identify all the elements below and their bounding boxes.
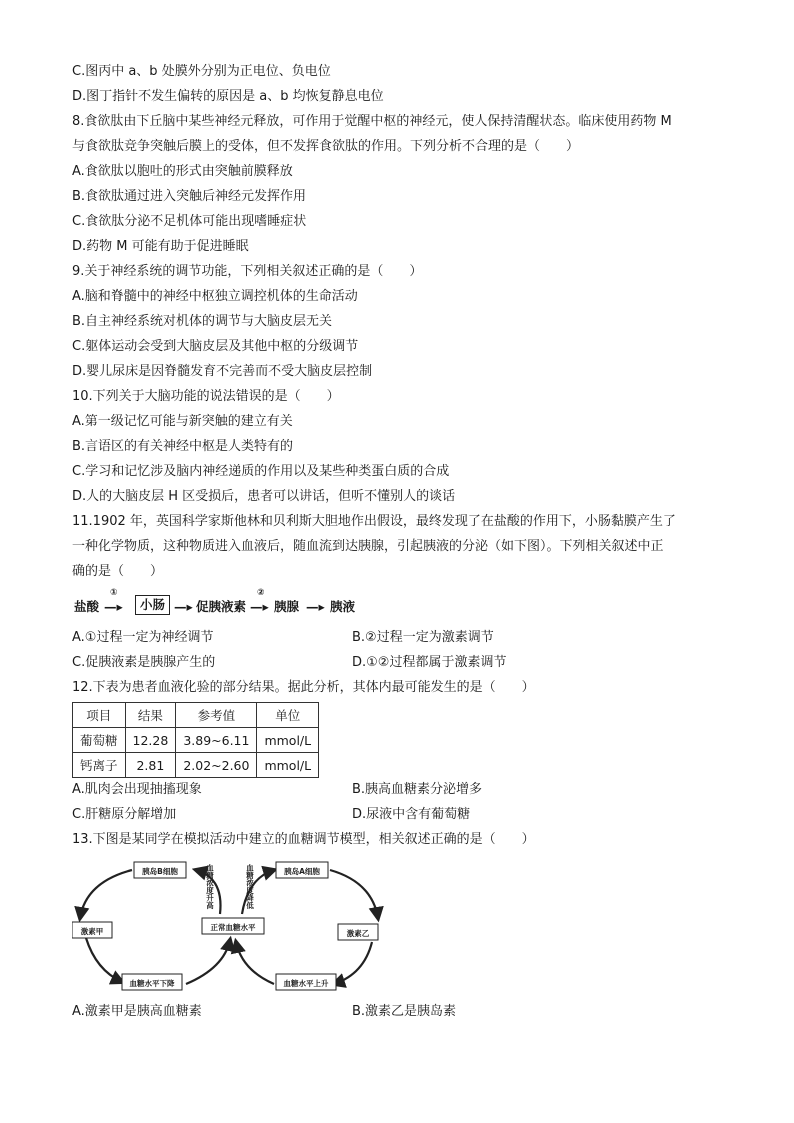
q8-stem-line-2: 与食欲肽竞争突触后膜上的受体，但不发挥食欲肽的作用。下列分析不合理的是（ ） — [72, 139, 580, 154]
glucose-high-label: 血糖浓度升高 — [205, 864, 215, 909]
table-cell: 2.02~2.60 — [176, 753, 257, 778]
flow-acid: 盐酸 — [74, 599, 100, 614]
q10-option-c[interactable]: C.学习和记忆涉及脑内神经递质的作用以及某些种类蛋白质的合成 — [72, 464, 450, 479]
q10-option-a[interactable]: A.第一级记忆可能与新突触的建立有关 — [72, 414, 293, 429]
table-cell: mmol/L — [257, 728, 319, 753]
glucose-regulation-diagram — [72, 856, 392, 998]
hormone-a-label: 激素甲 — [80, 927, 104, 936]
arrow-increase-to-normal — [236, 942, 274, 984]
q12-option-d[interactable]: D.尿液中含有葡萄糖 — [352, 807, 471, 822]
q10-option-d[interactable]: D.人的大脑皮层 H 区受损后，患者可以讲话，但听不懂别人的谈话 — [72, 489, 456, 504]
arrow-decrease-to-normal — [186, 940, 230, 984]
flow-pancreas: 胰腺 — [274, 599, 300, 614]
q8-option-d[interactable]: D.药物 M 可能有助于促进睡眠 — [72, 239, 249, 254]
table-cell: 2.81 — [125, 753, 176, 778]
q11-option-b[interactable]: B.②过程一定为激素调节 — [352, 630, 494, 645]
table-header: 项目 — [73, 703, 126, 728]
table-cell: 钙离子 — [73, 753, 126, 778]
decrease-label: 血糖水平下降 — [129, 979, 175, 988]
alpha-cell-label: 胰岛A细胞 — [284, 867, 320, 876]
table-cell: mmol/L — [257, 753, 319, 778]
flow-arrow-4: —▸ — [306, 599, 325, 614]
flow-intestine-box: 小肠 — [135, 595, 170, 615]
table-header: 结果 — [125, 703, 176, 728]
flow-arrow-2: —▸ — [174, 599, 193, 614]
q11-option-d[interactable]: D.①②过程都属于激素调节 — [352, 655, 507, 670]
q12-option-b[interactable]: B.胰高血糖素分泌增多 — [352, 782, 483, 797]
arrow-hormone-b-to-increase — [334, 942, 372, 984]
q11-stem-line-1: 11.1902 年，英国科学家斯他林和贝利斯大胆地作出假设，最终发现了在盐酸的作用下，小肠黏膜产生了 — [72, 514, 676, 529]
flow-arrow-1: —▸ — [104, 599, 123, 614]
table-header-row — [73, 703, 319, 728]
q7-option-d: D.图丁指针不发生偏转的原因是 a、b 均恢复静息电位 — [72, 89, 384, 104]
flow-secretin: 促胰液素 — [196, 599, 247, 614]
q13-stem: 13.下图是某同学在模拟活动中建立的血糖调节模型，相关叙述正确的是（ ） — [72, 832, 535, 847]
q9-option-d[interactable]: D.婴儿尿床是因脊髓发育不完善而不受大脑皮层控制 — [72, 364, 373, 379]
q12-option-c[interactable]: C.肝糖原分解增加 — [72, 807, 177, 822]
arrow-hormone-a-to-decrease — [86, 938, 122, 982]
q13-option-a[interactable]: A.激素甲是胰高血糖素 — [72, 1004, 202, 1019]
table-header: 参考值 — [176, 703, 257, 728]
q11-stem-line-3: 确的是（ ） — [72, 564, 164, 579]
q12-stem: 12.下表为患者血液化验的部分结果。据此分析，其体内最可能发生的是（ ） — [72, 680, 535, 695]
table-header: 单位 — [257, 703, 319, 728]
arrow-alpha-to-hormone-b — [330, 870, 378, 918]
q8-stem-line-1: 8.食欲肽由下丘脑中某些神经元释放，可作用于觉醒中枢的神经元，使人保持清醒状态。临床使用药物 M — [72, 114, 672, 129]
blood-test-table — [72, 702, 319, 778]
glucose-low-label: 血糖浓度降低 — [245, 864, 255, 909]
q8-option-b[interactable]: B.食欲肽通过进入突触后神经元发挥作用 — [72, 189, 307, 204]
increase-label: 血糖水平上升 — [283, 979, 329, 988]
q10-stem: 10.下列关于大脑功能的说法错误的是（ ） — [72, 389, 340, 404]
beta-cell-label: 胰岛B细胞 — [142, 867, 178, 876]
table-cell: 12.28 — [125, 728, 176, 753]
table-row — [73, 753, 319, 778]
flow-arrow-3: —▸ — [250, 599, 269, 614]
q9-option-c[interactable]: C.躯体运动会受到大脑皮层及其他中枢的分级调节 — [72, 339, 359, 354]
table-cell: 葡萄糖 — [73, 728, 126, 753]
flow-juice: 胰液 — [330, 599, 356, 614]
q8-option-a[interactable]: A.食欲肽以胞吐的形式由突触前膜释放 — [72, 164, 293, 179]
hormone-b-label: 激素乙 — [346, 929, 370, 938]
q8-option-c[interactable]: C.食欲肽分泌不足机体可能出现嗜睡症状 — [72, 214, 307, 229]
flow-step-1: ① — [110, 588, 118, 598]
table-cell: 3.89~6.11 — [176, 728, 257, 753]
flow-step-2: ② — [257, 588, 265, 598]
q11-option-a[interactable]: A.①过程一定为神经调节 — [72, 630, 214, 645]
table-row — [73, 728, 319, 753]
normal-level-label: 正常血糖水平 — [210, 923, 256, 932]
arrow-beta-to-hormone-a — [80, 870, 132, 918]
q13-option-b[interactable]: B.激素乙是胰岛素 — [352, 1004, 457, 1019]
q11-stem-line-2: 一种化学物质，这种物质进入血液后，随血流到达胰腺，引起胰液的分泌（如下图）。下列相关叙述中正 — [72, 539, 664, 554]
q10-option-b[interactable]: B.言语区的有关神经中枢是人类特有的 — [72, 439, 294, 454]
q9-stem: 9.关于神经系统的调节功能，下列相关叙述正确的是（ ） — [72, 264, 423, 279]
q9-option-a[interactable]: A.脑和脊髓中的神经中枢独立调控机体的生命活动 — [72, 289, 358, 304]
q12-option-a[interactable]: A.肌肉会出现抽搐现象 — [72, 782, 202, 797]
q7-option-c: C.图丙中 a、b 处膜外分别为正电位、负电位 — [72, 64, 331, 79]
q9-option-b[interactable]: B.自主神经系统对机体的调节与大脑皮层无关 — [72, 314, 333, 329]
q11-option-c[interactable]: C.促胰液素是胰腺产生的 — [72, 655, 216, 670]
